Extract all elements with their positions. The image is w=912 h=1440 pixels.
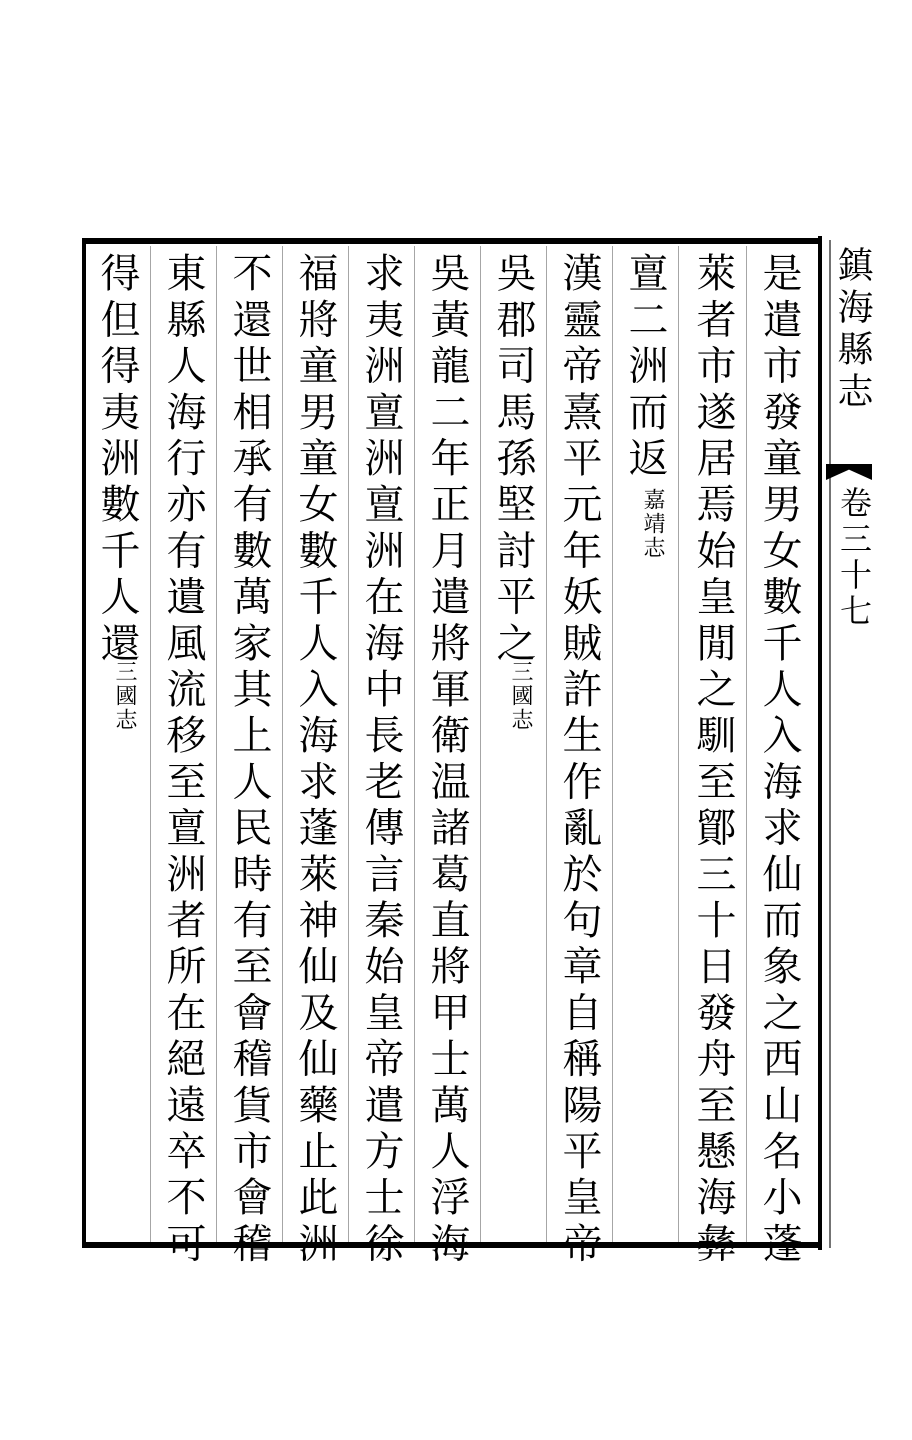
column-rule — [546, 246, 547, 1242]
text-column: 東縣人海行亦有遺風流移至亶洲者所在絕遠卒不可 — [160, 252, 206, 1269]
text-column: 亶二洲而返 — [622, 252, 668, 483]
margin-juan: 卷三十七 — [835, 486, 873, 630]
text-column: 漢靈帝熹平元年妖賊許生作亂於句章自稱陽平皇帝 — [556, 252, 602, 1269]
interlinear-note: 三國志 — [112, 660, 137, 732]
text-column: 福將童男童女數千人入海求蓬萊神仙及仙藥止此洲 — [292, 252, 338, 1269]
fishtail-mark-icon — [826, 464, 872, 480]
column-rule — [348, 246, 349, 1242]
column-rule — [414, 246, 415, 1242]
column-rule — [746, 246, 747, 1242]
text-column: 萊者市遂居焉始皇閒之馴至鄮三十日發舟至懸海彝 — [690, 252, 736, 1269]
text-column: 得但得夷洲數千人還 — [94, 252, 140, 668]
column-rule — [678, 246, 679, 1242]
interlinear-note: 三國志 — [508, 660, 533, 732]
text-column: 是遣市發童男女數千人入海求仙而象之西山名小蓬 — [756, 252, 802, 1269]
interlinear-note: 嘉靖志 — [640, 488, 665, 560]
column-rule — [612, 246, 613, 1242]
text-column: 求夷洲亶洲亶洲在海中長老傳言秦始皇帝遣方士徐 — [358, 252, 404, 1269]
text-column: 吳黃龍二年正月遣將軍衛温諸葛直將甲士萬人浮海 — [424, 252, 470, 1269]
column-rule — [480, 246, 481, 1242]
frame-right-border — [818, 236, 822, 1250]
text-column: 吳郡司馬孫堅討平之 — [490, 252, 536, 668]
margin-title: 鎮海縣志 — [832, 246, 873, 414]
text-column: 不還世相承有數萬家其上人民時有至會稽貨市會稽 — [226, 252, 272, 1269]
column-rule — [150, 246, 151, 1242]
column-rule — [216, 246, 217, 1242]
column-rule — [282, 246, 283, 1242]
